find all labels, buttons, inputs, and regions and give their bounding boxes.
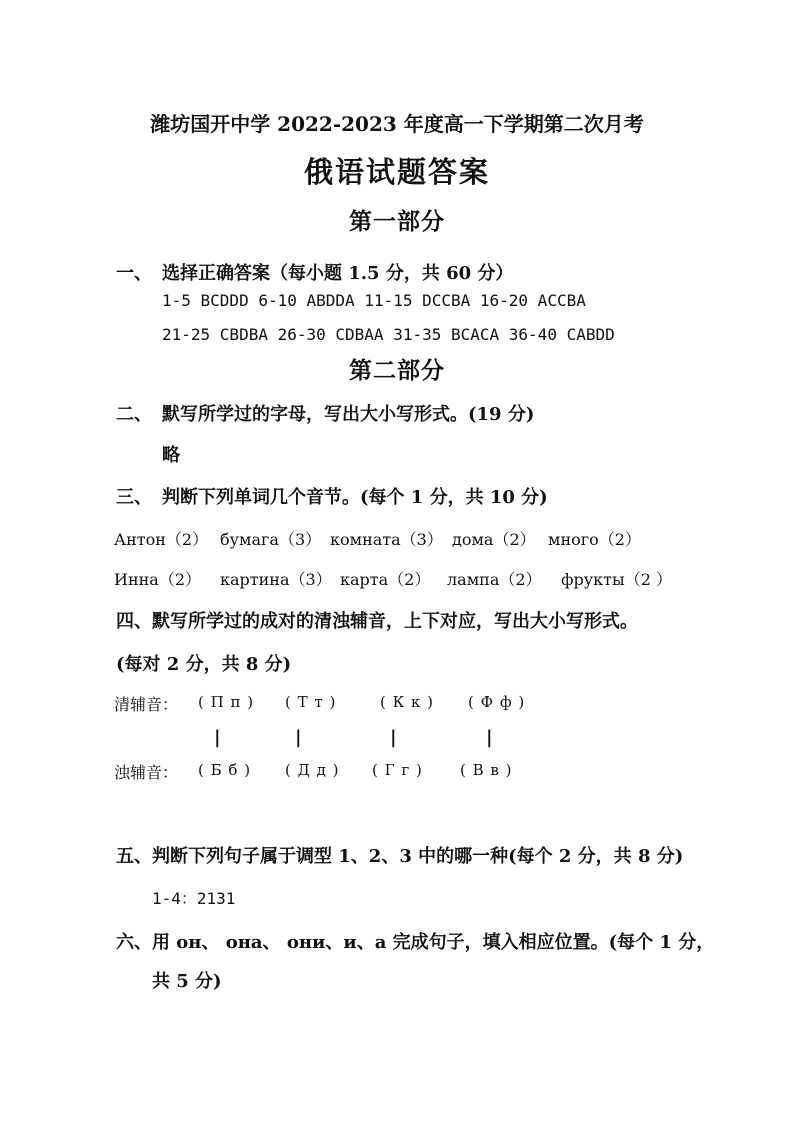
syllable-answer: картина（3） xyxy=(220,570,332,589)
syllable-answer: комната（3） xyxy=(330,530,443,549)
voiceless-consonant-pair: ( Ф ф ) xyxy=(468,693,526,711)
pair-connector: | xyxy=(295,727,302,748)
pair-connector: | xyxy=(390,727,397,748)
pair-connector: | xyxy=(486,727,493,748)
voiced-consonant-pair: ( В в ) xyxy=(460,761,513,779)
voiced-consonant-pair: ( Б б ) xyxy=(198,761,252,779)
pair-connector: | xyxy=(214,727,221,748)
syllable-answer: бумага（3） xyxy=(220,530,322,549)
section-2-answer: 略 xyxy=(162,445,180,466)
section-4-points: (每对 2 分，共 8 分) xyxy=(116,654,292,675)
section-4-heading: 四、默写所学过的成对的清浊辅音，上下对应，写出大小写形式。 xyxy=(116,611,638,632)
voiceless-consonant-pair: ( Т т ) xyxy=(285,693,337,711)
voiceless-label: 清辅音： xyxy=(114,695,179,714)
section-2-heading xyxy=(116,400,534,426)
section-1-answers-line-1: 1-5 BCDDD 6-10 ABDDA 11-15 DCCBA 16-20 ACCBA xyxy=(162,291,586,310)
voiceless-consonant-pair: ( П п ) xyxy=(198,693,255,711)
school-exam-line: 潍坊国开中学 2022-2023 年度高一下学期第二次月考 xyxy=(150,112,644,136)
section-2-title: 默写所学过的字母，写出大小写形式。(19 分) xyxy=(162,404,535,425)
syllable-answer: карта（2） xyxy=(340,570,431,589)
section-5-heading: 五、判断下列句子属于调型 1、2、3 中的哪一种(每个 2 分，共 8 分) xyxy=(116,846,684,867)
part-one-heading: 第一部分 xyxy=(349,208,445,235)
section-1-heading xyxy=(116,259,513,285)
section-1-number: 一、 xyxy=(116,263,152,284)
section-2-number: 二、 xyxy=(116,404,152,425)
page-title: 俄语试题答案 xyxy=(303,155,490,189)
voiced-consonant-pair: ( Д д ) xyxy=(285,761,340,779)
syllable-answer: дома（2） xyxy=(452,530,536,549)
voiced-consonant-pair: ( Г г ) xyxy=(372,761,423,779)
section-5-answer: 1-4：2131 xyxy=(152,889,236,908)
section-3-heading xyxy=(116,483,548,509)
voiceless-consonant-pair: ( К к ) xyxy=(380,693,434,711)
section-3-number: 三、 xyxy=(116,487,152,508)
syllable-answer: много（2） xyxy=(548,530,641,549)
part-two-heading: 第二部分 xyxy=(349,357,445,384)
syllable-answer: лампа（2） xyxy=(447,570,542,589)
section-1-answers-line-2: 21-25 CBDBA 26-30 CDBAA 31-35 BCACA 36-40 CABDD xyxy=(162,325,615,344)
voiced-label: 浊辅音： xyxy=(114,763,179,782)
section-1-title: 选择正确答案（每小题 1.5 分，共 60 分） xyxy=(162,263,514,284)
section-3-title: 判断下列单词几个音节。(每个 1 分，共 10 分) xyxy=(162,487,548,508)
section-6-heading: 六、用 он、 она、 они、и、а 完成句子，填入相应位置。(每个 1 分， xyxy=(116,932,715,953)
syllable-answer: фрукты（2 ） xyxy=(561,570,673,589)
syllable-answer: Антон（2） xyxy=(114,530,209,549)
syllable-answer: Инна（2） xyxy=(114,570,202,589)
section-6-heading-continued: 共 5 分) xyxy=(152,971,222,992)
